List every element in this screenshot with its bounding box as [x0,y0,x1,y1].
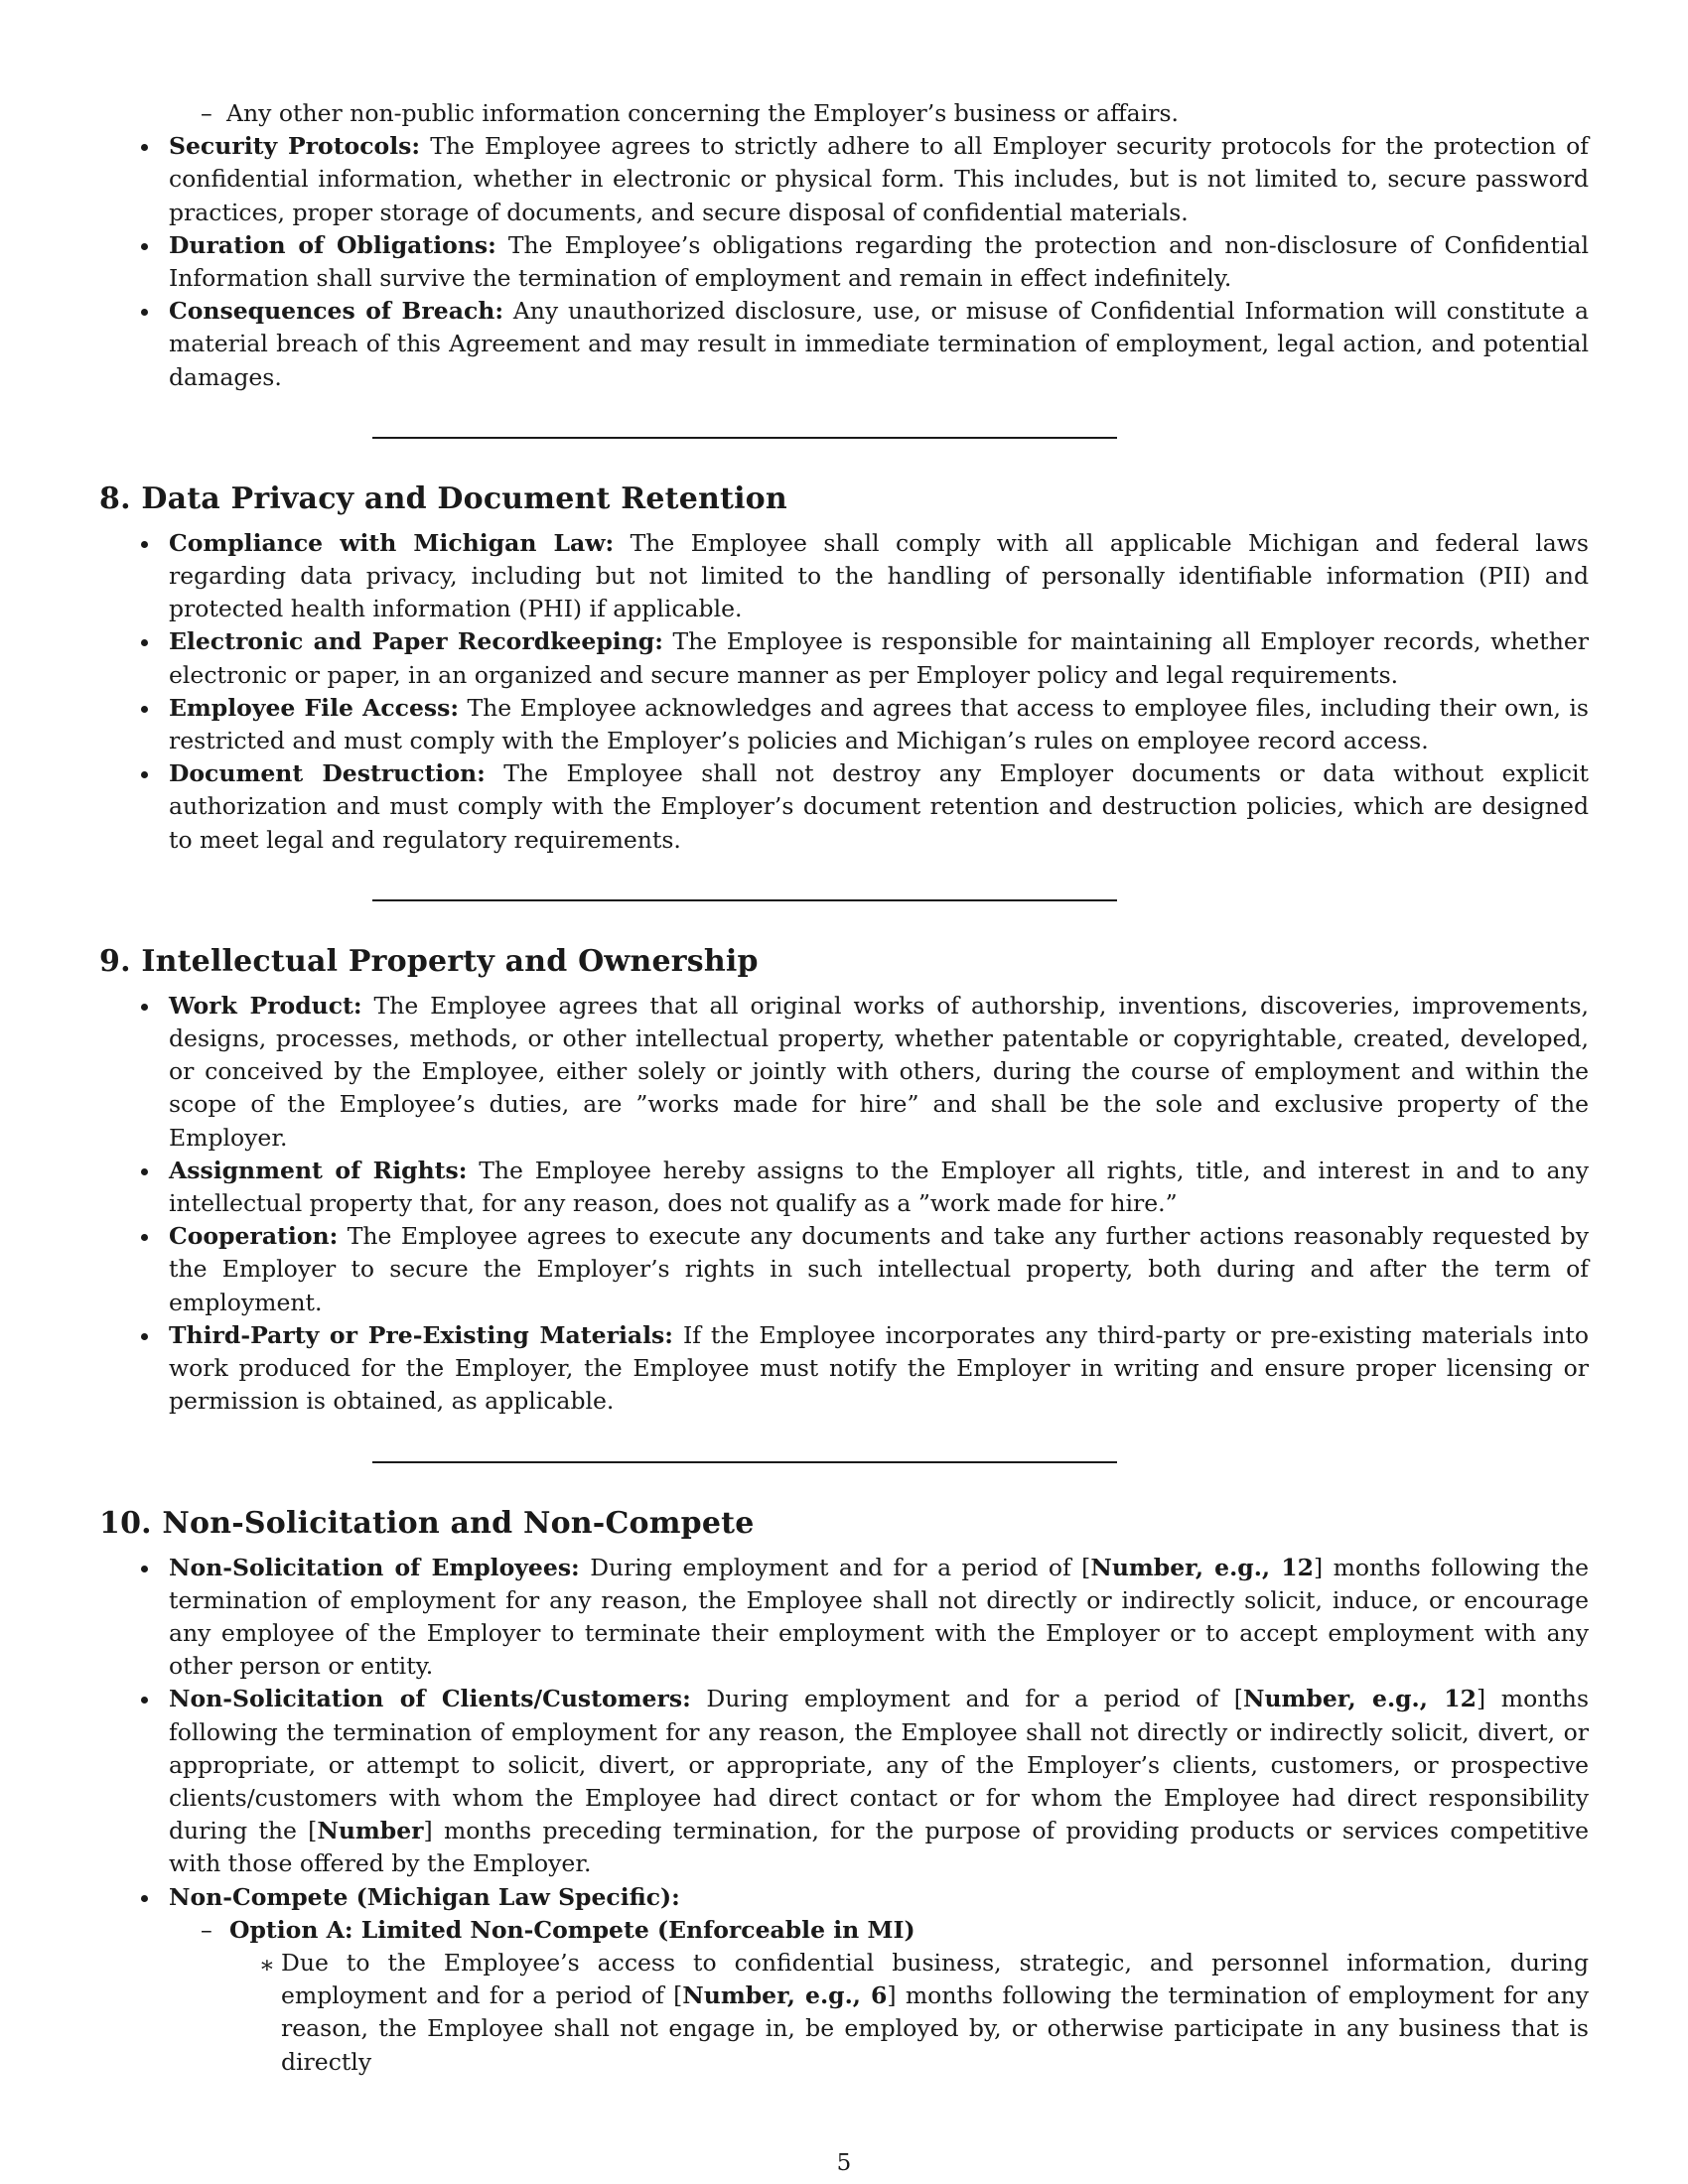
option-list [169,1914,1589,2079]
option-detail-list [229,1947,1589,2079]
section-divider [372,899,1117,901]
bullet-icon [141,309,148,316]
item-label: Document Destruction: [169,759,486,788]
bullet-icon [141,1234,148,1241]
item-label: Electronic and Paper Recordkeeping: [169,627,663,656]
dash-marker: – [201,1915,212,1944]
list-item [99,1155,1589,1220]
item-text: Any unauthorized disclosure, use, or misuse of Confidential Information will constitute a material breach of this Agreement and may result in immediate termination of employment, legal action, and potential damages. [169,297,1589,391]
bullet-icon [141,639,148,646]
list-item: Non-Solicitation of Clients/Customers: During employment and for a period of [Number, e.g., 12] months following the termination of employment for any reason, the Employee shall not directly or indirectly solicit, divert, or appropriate, or attempt to solicit, divert, or appropriate, any of the Employer’s clients, customers, or prospective clients/customers with whom the Employee had direct contact or for whom the Employee had direct responsibility during the [Number] months preceding termination, for the purpose of providing products or services competitive with those offered by the Employer. [99,1683,1589,1880]
section-divider [372,1461,1117,1463]
list-item [99,130,1589,229]
item-label: Compliance with Michigan Law: [169,528,615,557]
bullet-icon [141,1333,148,1340]
placeholder-number: Number, e.g., 12 [1242,1685,1477,1713]
item-text: The Employee’s obligations regarding the protection and non-disclosure of Confidential Information shall survive the termination of employment and remain in effect indefinitely. [169,230,1589,293]
item-text: The Employee agrees that all original works of authorship, inventions, discoveries, improvements, designs, processes, methods, or other intellectual property, whether patentable or copyrightable, created, developed, or conceived by the Employee, either solely or jointly with others, during the course of employment and within the scope of the Employee’s duties, are ”works made for hire” and shall be the sole and exclusive property of the Employer. [169,991,1589,1152]
item-label: Security Protocols: [169,132,421,161]
item-label: Consequences of Breach: [169,297,504,326]
bullet-icon [141,1004,148,1011]
item-label: Non-Compete (Michigan Law Specific): [169,1882,680,1911]
item-label: Assignment of Rights: [169,1156,468,1184]
list-item [99,990,1589,1155]
list-item [99,1881,1589,2079]
placeholder-number: Number, e.g., 6 [682,1981,888,2010]
section7-list [99,130,1589,394]
bullet-icon [141,1168,148,1175]
dash-marker: – [201,99,212,127]
option-detail: ∗ Due to the Employee’s access to confidential business, strategic, and personnel information, during employment and for a period of [Number, e.g., 6] months following the termination of employment for any reason, the Employee shall not engage in, be employed by, or otherwise participate in any business that is directly [259,1948,1589,2076]
list-item: – Any other non-public information concerning the Employer’s business or affairs. [99,97,1589,130]
option-item [169,1914,1589,2079]
list-item [99,692,1589,757]
bullet-icon [141,1697,148,1704]
item-label: Non-Solicitation of Clients/Customers: [169,1685,691,1713]
list-item [99,527,1589,626]
list-item [99,295,1589,394]
bullet-icon [141,144,148,151]
bullet-icon [141,243,148,250]
item-text: The Employee hereby assigns to the Employer all rights, title, and interest in and to any intellectual property that, for any reason, does not qualify as a ”work made for hire.” [169,1156,1589,1218]
section-divider [372,437,1117,439]
document-page [99,97,1589,2079]
list-item [99,757,1589,857]
bullet-icon [141,541,148,548]
section9-list [99,990,1589,1419]
section-heading: 10. Non-Solicitation and Non-Compete [99,1505,755,1541]
list-item [99,1220,1589,1319]
item-text: The Employee agrees to strictly adhere to all Employer security protocols for the protection of confidential information, whether in electronic or physical form. This includes, but is not limited to, secure password practices, proper storage of documents, and secure disposal of confidential materials. [169,132,1589,226]
section-heading: 9. Intellectual Property and Ownership [99,943,759,979]
item-text: The Employee shall comply with all applicable Michigan and federal laws regarding data privacy, including but not limited to the handling of personally identifiable information (PII) and protected health information (PHI) if applicable. [169,528,1589,623]
page-number: 5 [836,2150,852,2176]
item-label: Work Product: [169,991,362,1020]
bullet-icon [141,706,148,713]
item-text: The Employee shall not destroy any Employer documents or data without explicit authorization and must comply with the Employer’s document retention and destruction policies, which are designed to meet legal and regulatory requirements. [169,759,1590,854]
list-item: Non-Solicitation of Employees: During employment and for a period of [Number, e.g., 12] months following the termination of employment for any reason, the Employee shall not directly or indirectly solicit, induce, or encourage any employee of the Employer to terminate their employment with the Employer or to accept employment with any other person or entity. [99,1552,1589,1684]
item-label: Duration of Obligations: [169,230,496,259]
item-label: Cooperation: [169,1222,339,1251]
list-item [99,625,1589,691]
item-text: The Employee is responsible for maintaining all Employer records, whether electronic or paper, in an organized and secure manner as per Employer policy and legal requirements. [169,627,1589,689]
item-label: Third-Party or Pre-Existing Materials: [169,1320,673,1349]
placeholder-number: Number, e.g., 12 [1090,1553,1314,1581]
bullet-icon [141,1566,148,1572]
section8-list [99,527,1589,857]
placeholder-number: Number [317,1817,424,1845]
item-text: The Employee acknowledges and agrees that access to employee files, including their own, is restricted and must comply with the Employer’s policies and Michigan’s rules on employee record access. [169,693,1589,755]
asterisk-marker: ∗ [259,1950,275,1979]
bullet-icon [141,1895,148,1902]
bullet-icon [141,771,148,778]
section-heading: 8. Data Privacy and Document Retention [99,480,787,516]
option-title: Option A: Limited Non-Compete (Enforceable in MI) [229,1915,915,1944]
item-label: Employee File Access: [169,693,460,722]
item-text: If the Employee incorporates any third-party or pre-existing materials into work produced for the Employer, the Employee must notify the Employer in writing and ensure proper licensing or permission is obtained, as applicable. [169,1320,1589,1416]
section10-list [99,1552,1589,2079]
item-text: The Employee agrees to execute any documents and take any further actions reasonably requested by the Employer to secure the Employer’s rights in such intellectual property, both during and after the term of employment. [169,1222,1589,1316]
list-item [99,229,1589,295]
item-label: Non-Solicitation of Employees: [169,1553,580,1581]
list-item [99,1319,1589,1419]
